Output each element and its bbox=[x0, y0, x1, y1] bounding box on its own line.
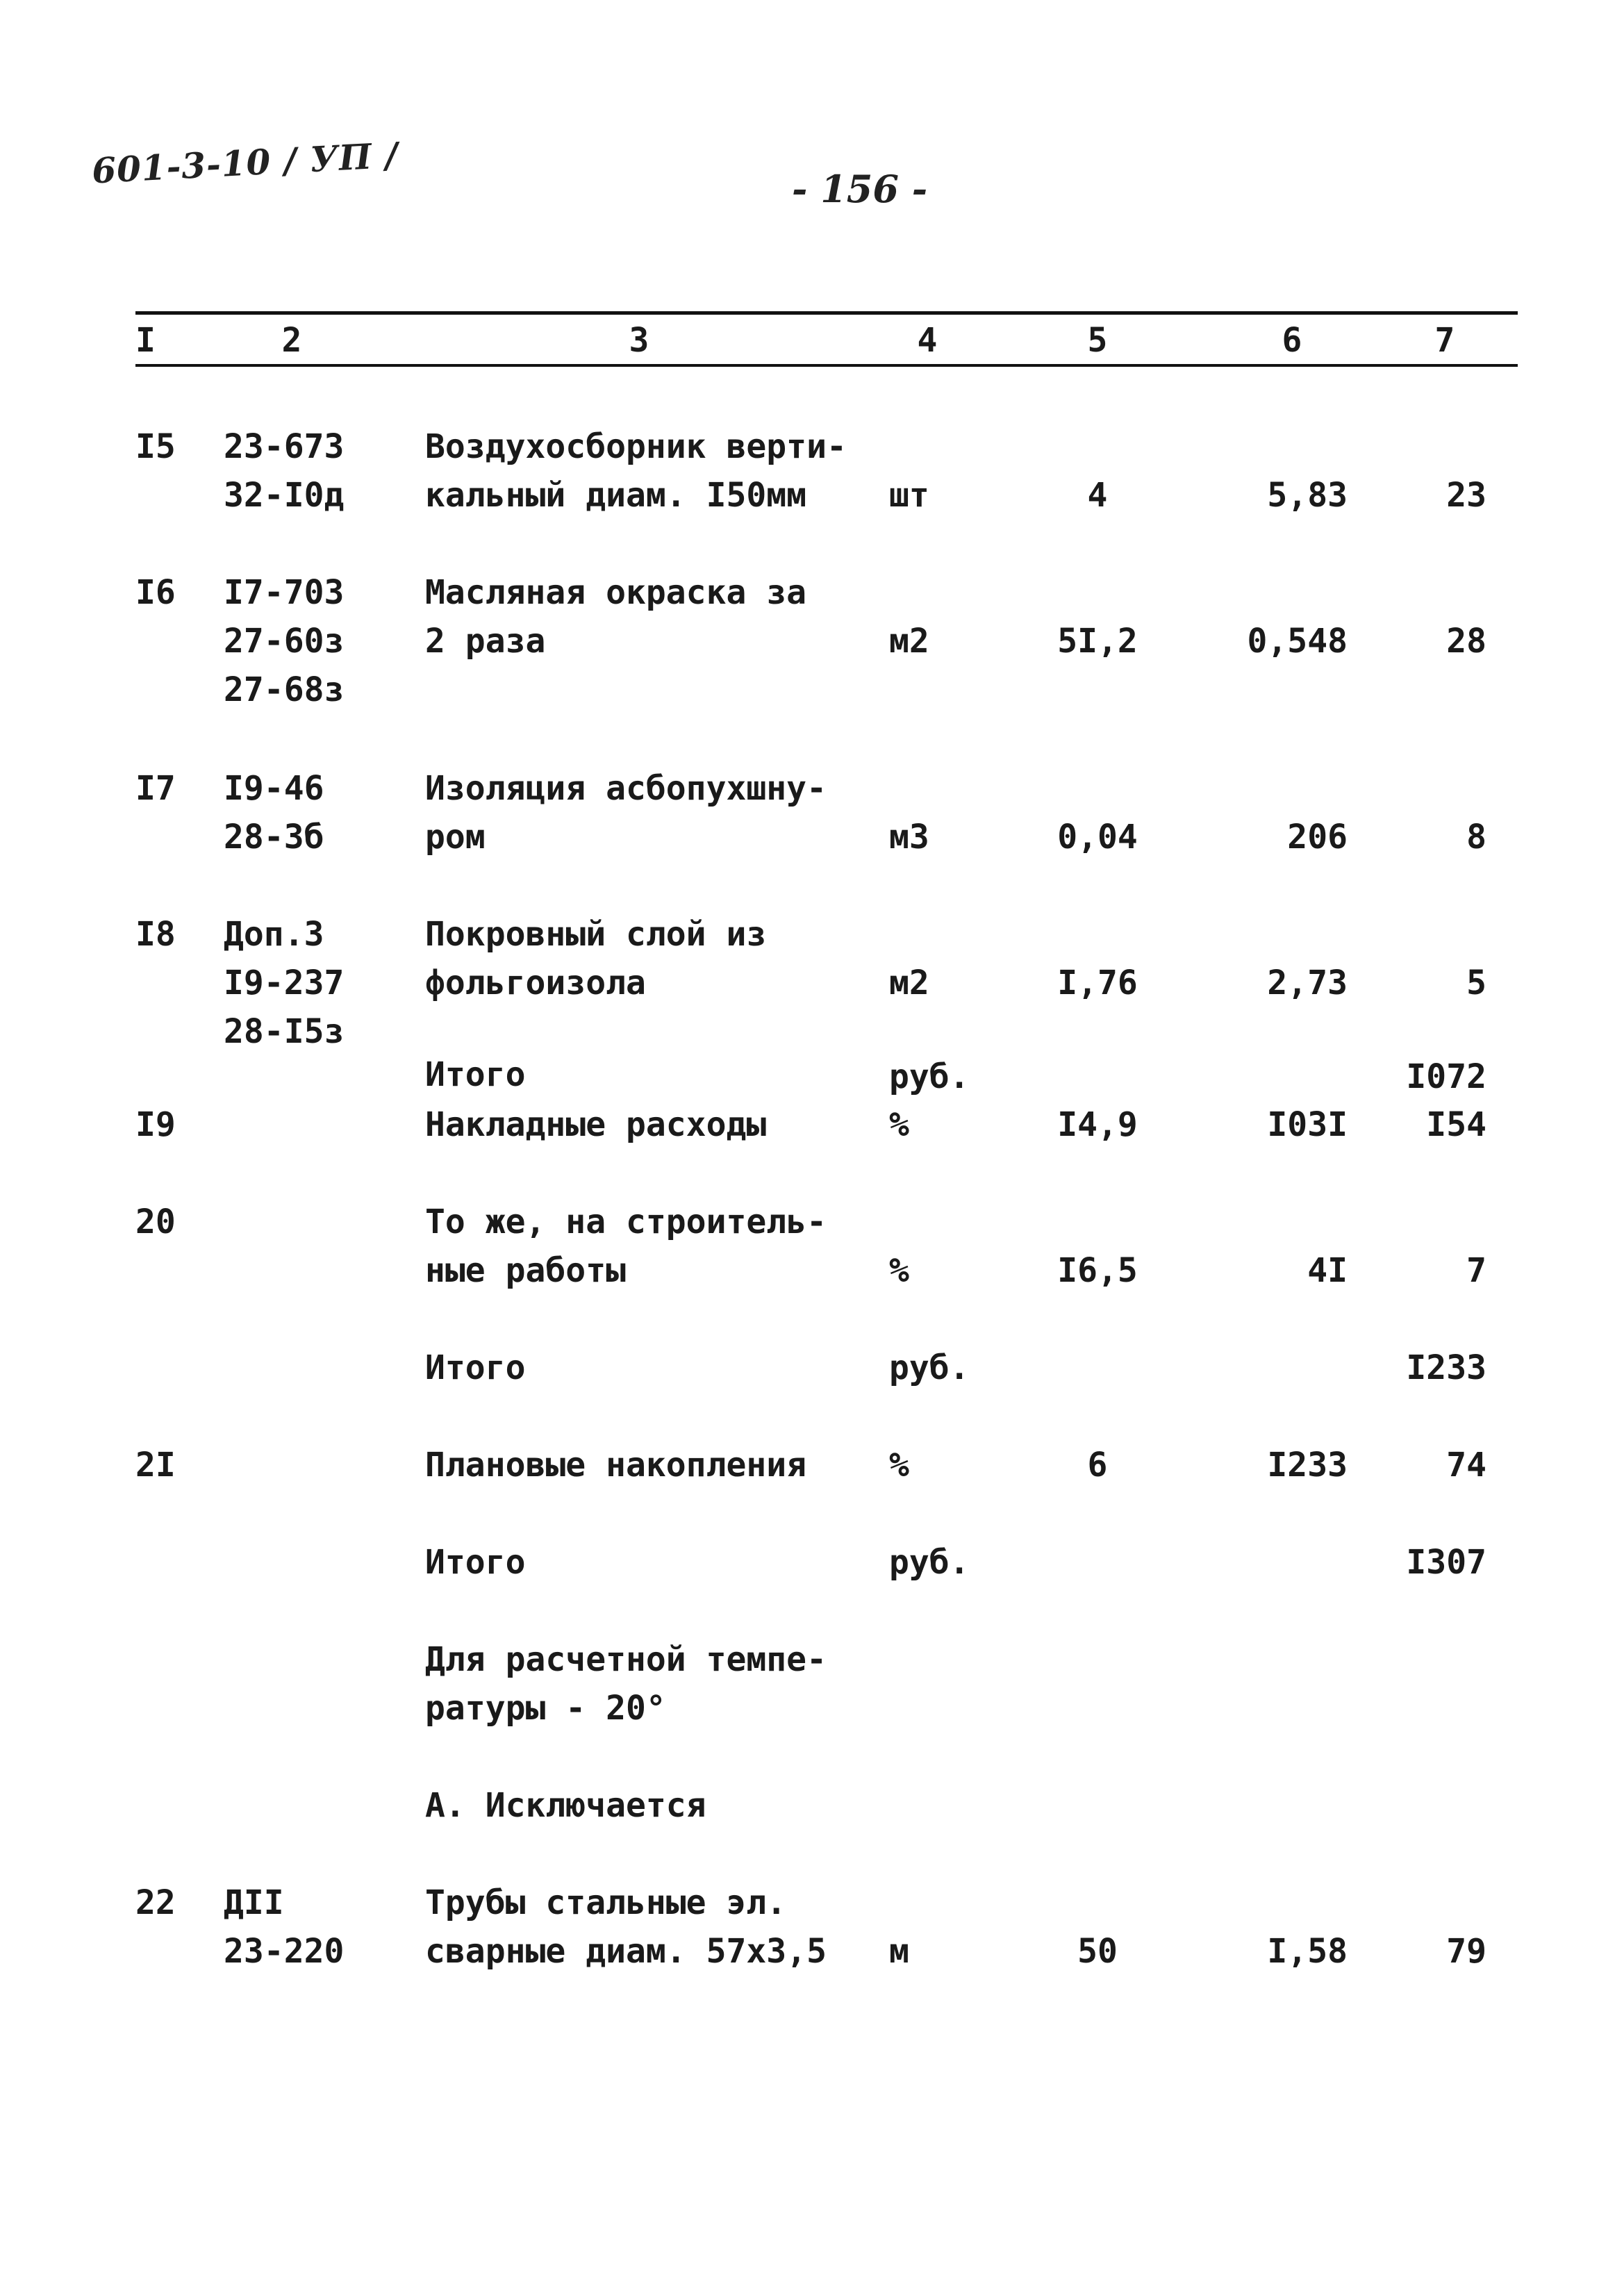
table-row-cell-quantity: I,76 bbox=[1057, 964, 1138, 1002]
table-row-cell-number: I7 bbox=[135, 769, 176, 808]
subtotal-label: Итого bbox=[425, 1055, 526, 1094]
table-row-cell-description: Плановые накопления bbox=[425, 1446, 807, 1485]
table-row-cell-description: Покровный слой из фольгоизола bbox=[425, 915, 767, 1002]
table-row-cell-quantity: 4 bbox=[1087, 476, 1108, 515]
table-row-cell-price: 5,83 bbox=[1267, 476, 1348, 515]
table-row-cell-unit: % bbox=[889, 1251, 909, 1290]
subtotal-value: I233 bbox=[1406, 1348, 1486, 1387]
table-row-cell-total: 74 bbox=[1446, 1446, 1486, 1485]
table-row-cell-price: I03I bbox=[1267, 1105, 1348, 1144]
table-row-cell-price: I233 bbox=[1267, 1446, 1348, 1485]
subtotal-label: Итого bbox=[425, 1543, 526, 1582]
table-row-cell-unit: руб. bbox=[889, 1348, 970, 1387]
table-row-cell-price: I,58 bbox=[1267, 1932, 1348, 1971]
column-header-5: 5 bbox=[1087, 321, 1108, 360]
table-row-cell-quantity: 6 bbox=[1087, 1446, 1108, 1485]
table-row-cell-unit: руб. bbox=[889, 1543, 970, 1582]
table-row-cell-unit: руб. bbox=[889, 1057, 970, 1096]
table-row-cell-description: Изоляция асбопухшну- ром bbox=[425, 769, 827, 857]
column-header-4: 4 bbox=[917, 321, 938, 360]
table-row-cell-code: I9-46 28-3б bbox=[224, 769, 324, 857]
table-row-cell-price: 0,548 bbox=[1247, 622, 1348, 661]
table-row-cell-quantity: 5I,2 bbox=[1057, 622, 1138, 661]
table-row-cell-code: 23-673 32-I0д bbox=[224, 427, 345, 515]
table-row-cell-description: Трубы стальные эл. сварные диам. 57х3,5 bbox=[425, 1883, 827, 1971]
subsection-heading: А. Исключается bbox=[425, 1786, 706, 1825]
header-bottom-rule bbox=[135, 364, 1518, 367]
table-row-cell-code: I7-703 27-60з 27-68з bbox=[224, 573, 345, 709]
table-row-cell-unit: м2 bbox=[889, 622, 929, 661]
column-header-2: 2 bbox=[281, 321, 302, 360]
table-row-cell-total: 7 bbox=[1466, 1251, 1486, 1290]
table-row-cell-total: I54 bbox=[1426, 1105, 1486, 1144]
table-row-cell-quantity: 0,04 bbox=[1057, 818, 1138, 857]
table-row-cell-description: То же, на строитель- ные работы bbox=[425, 1203, 827, 1290]
table-row-cell-number: I5 bbox=[135, 427, 176, 466]
table-row-cell-code: Доп.3 I9-237 28-I5з bbox=[224, 915, 345, 1051]
table-row-cell-code: ДII 23-220 bbox=[224, 1883, 345, 1971]
table-row-cell-number: 2I bbox=[135, 1446, 176, 1485]
table-row-cell-number: 20 bbox=[135, 1203, 176, 1241]
table-row-cell-total: 79 bbox=[1446, 1932, 1486, 1971]
table-row-cell-unit: м3 bbox=[889, 818, 929, 857]
table-row-cell-number: I6 bbox=[135, 573, 176, 612]
page-number: - 156 - bbox=[792, 167, 928, 211]
table-row-cell-total: 8 bbox=[1466, 818, 1486, 857]
table-row-cell-unit: % bbox=[889, 1105, 909, 1144]
table-row-cell-number: I9 bbox=[135, 1105, 176, 1144]
table-row-cell-unit: м2 bbox=[889, 964, 929, 1002]
table-row-cell-quantity: 50 bbox=[1077, 1932, 1118, 1971]
section-heading: Для расчетной темпе- ратуры - 20° bbox=[425, 1640, 827, 1728]
table-row-cell-total: 5 bbox=[1466, 964, 1486, 1002]
column-header-6: 6 bbox=[1282, 321, 1302, 360]
table-row-cell-price: 4I bbox=[1307, 1251, 1348, 1290]
subtotal-value: I072 bbox=[1406, 1057, 1486, 1096]
table-row-cell-quantity: I6,5 bbox=[1057, 1251, 1138, 1290]
table-row-cell-unit: шт bbox=[889, 476, 929, 515]
column-header-1: I bbox=[135, 321, 156, 360]
table-row-cell-number: I8 bbox=[135, 915, 176, 954]
table-row-cell-price: 206 bbox=[1287, 818, 1348, 857]
table-row-cell-description: Масляная окраска за 2 раза bbox=[425, 573, 807, 661]
table-row-cell-description: Накладные расходы bbox=[425, 1105, 767, 1144]
table-top-rule bbox=[135, 311, 1518, 315]
table-row-cell-price: 2,73 bbox=[1267, 964, 1348, 1002]
document-code: 601-3-10 / УП / bbox=[90, 134, 400, 192]
column-header-3: 3 bbox=[629, 321, 649, 360]
table-row-cell-total: 28 bbox=[1446, 622, 1486, 661]
table-row-cell-number: 22 bbox=[135, 1883, 176, 1922]
table-row-cell-total: 23 bbox=[1446, 476, 1486, 515]
subtotal-value: I307 bbox=[1406, 1543, 1486, 1582]
table-row-cell-description: Воздухосборник верти- кальный диам. I50мм bbox=[425, 427, 847, 515]
table-row-cell-unit: м bbox=[889, 1932, 909, 1971]
table-row-cell-unit: % bbox=[889, 1446, 909, 1485]
subtotal-label: Итого bbox=[425, 1348, 526, 1387]
column-header-7: 7 bbox=[1434, 321, 1455, 360]
table-row-cell-quantity: I4,9 bbox=[1057, 1105, 1138, 1144]
